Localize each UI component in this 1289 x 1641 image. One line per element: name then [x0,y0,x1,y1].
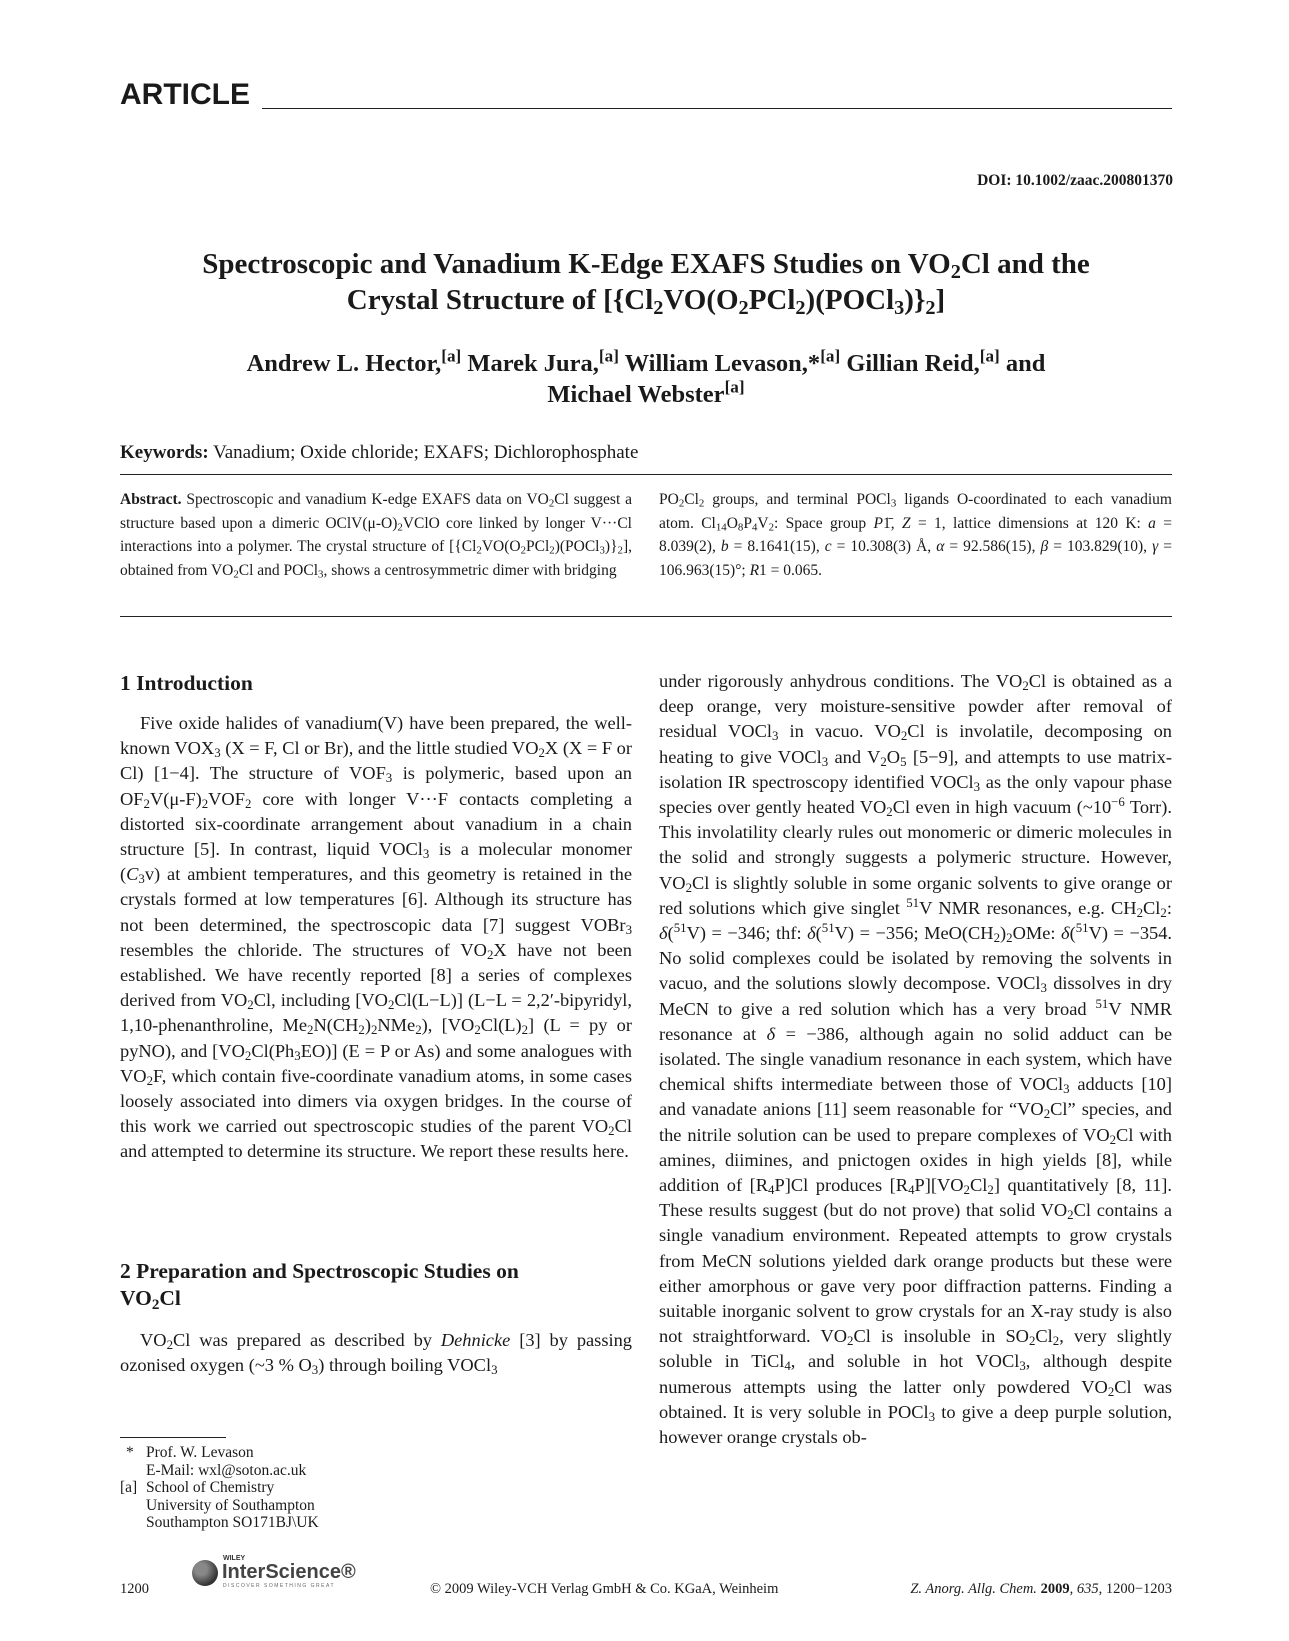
footnote-rule [120,1437,226,1438]
abstract-left: Abstract. Spectroscopic and vanadium K-edge EXAFS data on $VO_2Cl$ suggest a structure based upon a dimeric $OClV(\mu-O)_2VClO$ core linked by longer V···Cl interactions into a polymer. The crystal structure of $[\{Cl_2VO(O_2PCl_2)(POCl_3)\}_2]$, obtained from $VO_2Cl$ and POCl$_3$, shows a centrosymmetric dimer with bridging [120,491,632,581]
section-heading-preparation: 2 Preparation and Spectroscopic Studies on $VO_2Cl$ [120,1259,519,1313]
author-reid: Gillian Reid, [846,350,980,377]
author-webster: Michael Webster [547,381,725,408]
journal-citation: Z. Anorg. Allg. Chem. 2009, 635, 1200−1203 [910,1581,1172,1597]
abstract-right: $PO_2Cl_2$ groups, and terminal POCl$_3$ ligands O-coordinated to each vanadium atom. $Cl_{14}O_8P_4V_2$: Space group P1̄, Z = 1, lattice dimensions at 120 K: a = 8.039(2), b = 8.1641(15), c = 10.308(3) Å, α = 92.586(15), β = 103.829(10), γ = 106.963(15)°; R1 = 0.065. [659,491,1173,579]
article-label: ARTICLE [120,78,250,111]
intro-paragraph: Five oxide halides of vanadium(V) have been prepared, the well-known $VOX_3$ (X = F, Cl or Br), and the little studied $VO_2X$ (X = F or Cl) [1−4]. The structure of $VOF_3$ is polymeric, based upon an $OF_2V(\mu-F)_2VOF_2$ core with longer V···F contacts completing a distorted six-coordinate arrangement about vanadium in a chain structure [5]. In contrast, liquid VOCl$_3$ is a molecular monomer $(C_3v)$ at ambient temperatures, and this geometry is retained in the crystals formed at low temperatures [6]. Although its structure has not been determined, the spectroscopic data [7] suggest VOBr$_3$ resembles the chloride. The structures of $VO_2X$ have not been established. We have recently reported [8] a series of complexes derived from $VO_2Cl$, including $[VO_2Cl(L-L)] (L-L$ = 2,2′-bipyridyl, 1,10-phenanthroline, $Me_2N(CH_2)_2NMe_2$), $[VO_2Cl(L)_2] (L$ = py or pyNO), and $[VO_2Cl(Ph_3EO)] (E = P$ or As) and some analogues with $VO_2F$, which contain five-coordinate vanadium atoms, in some cases loosely associated into dimers via oxygen bridges. In the course of this work we carried out spectroscopic studies of the parent $VO_2Cl$ and attempted to determine its structure. We report these results here. [120,713,633,1162]
doi[interactable]: DOI: 10.1002/zaac.200801370 [977,172,1173,189]
page-number: 1200 [120,1581,149,1597]
article-title: Spectroscopic and Vanadium K-Edge EXAFS Studies on $VO_2Cl$ and the Crystal Structure of $[\{Cl_2VO(O_2PCl_2)(POCl_3)\}_2]$ [202,248,1090,320]
author-email[interactable]: E-Mail: wxl@soton.ac.uk [146,1461,307,1479]
right-column-paragraph: under rigorously anhydrous conditions. The $VO_2Cl$ is obtained as a deep orange, very moisture-sensitive powder after removal of residual VOCl$_3$ in vacuo. $VO_2Cl$ is involatile, decomposing on heating to give VOCl$_3$ and $V_2O_5$ [5−9], and attempts to use matrix-isolation IR spectroscopy identified VOCl$_3$ as the only vapour phase species over gently heated $VO_2Cl$ even in high vacuum ($\sim 10^{-6}$ Torr). This involatility clearly rules out monomeric or dimeric molecules in the solid and strongly suggests a polymeric structure. However, $VO_2Cl$ is slightly soluble in some organic solvents to give orange or red solutions which give singlet $^{51}$V NMR resonances, e.g. $CH_2Cl_2$: δ($^{51}$V) = −346; thf: δ($^{51}$V) = −356; $MeO(CH_2)_2OMe$: δ($^{51}$V) = −354. No solid complexes could be isolated by removing the solvents in vacuo, and the solutions slowly decompose. VOCl$_3$ dissolves in dry MeCN to give a red solution which has a very broad $^{51}$V NMR resonance at δ = −386, although again no solid adduct can be isolated. The single vanadium resonance in each system, which have chemical shifts intermediate between those of VOCl$_3$ adducts [10] and vanadate anions [11] seem reasonable for “$VO_2Cl$” species, and the nitrile solution can be used to prepare complexes of $VO_2Cl$ with amines, diimines, and pnictogen oxides in high yields [8], while addition of $[R_4P]Cl$ produces $[R_4P][VO_2Cl_2]$ quantitatively [8, 11]. These results suggest (but do not prove) that solid $VO_2Cl$ contains a single vanadium environment. Repeated attempts to grow crystals from MeCN solutions yielded dark orange products but these were either amorphous or gave very poor diffraction patterns. Finding a suitable inorganic solvent to grow crystals for an X-ray study is also not straightforward. $VO_2Cl$ is insoluble in $SO_2Cl_2$, very slightly soluble in TiCl$_4$, and soluble in hot VOCl$_3$, although despite numerous attempts using the latter only powdered $VO_2Cl$ was obtained. It is very soluble in POCl$_3$ to give a deep purple solution, however orange crystals ob- [659,671,1173,1448]
keywords: Keywords: Vanadium; Oxide chloride; EXAFS; Dichlorophosphate [120,442,639,463]
author-list: Andrew L. Hector,[a] Marek Jura,[a] William Levason,*[a] Gillian Reid,[a] and Michael Webster[a] [246,346,1046,408]
preparation-paragraph: $VO_2Cl$ was prepared as described by Dehnicke [3] by passing ozonised oxygen (~3 % $O_3$) through boiling VOCl$_3$ [120,1330,632,1378]
author-hector: Andrew L. Hector, [246,350,442,377]
copyright: © 2009 Wiley-VCH Verlag GmbH & Co. KGaA, Weinheim [430,1581,779,1597]
author-jura: Marek Jura, [467,350,599,377]
section-heading-introduction: 1 Introduction [120,671,253,695]
header-rule [262,108,1172,109]
abstract-rule [120,616,1172,617]
author-levason: William Levason,* [624,350,821,377]
keywords-rule [120,474,1172,475]
interscience-logo[interactable]: WILEY InterScience® DISCOVER SOMETHING GREAT [192,1555,352,1593]
globe-icon [192,1560,218,1586]
corresponding-author-footnote: * Prof. W. Levason E-Mail: wxl@soton.ac.uk [a] School of Chemistry University of Southampton Southampton SO171BJ\UK [120,1444,319,1532]
